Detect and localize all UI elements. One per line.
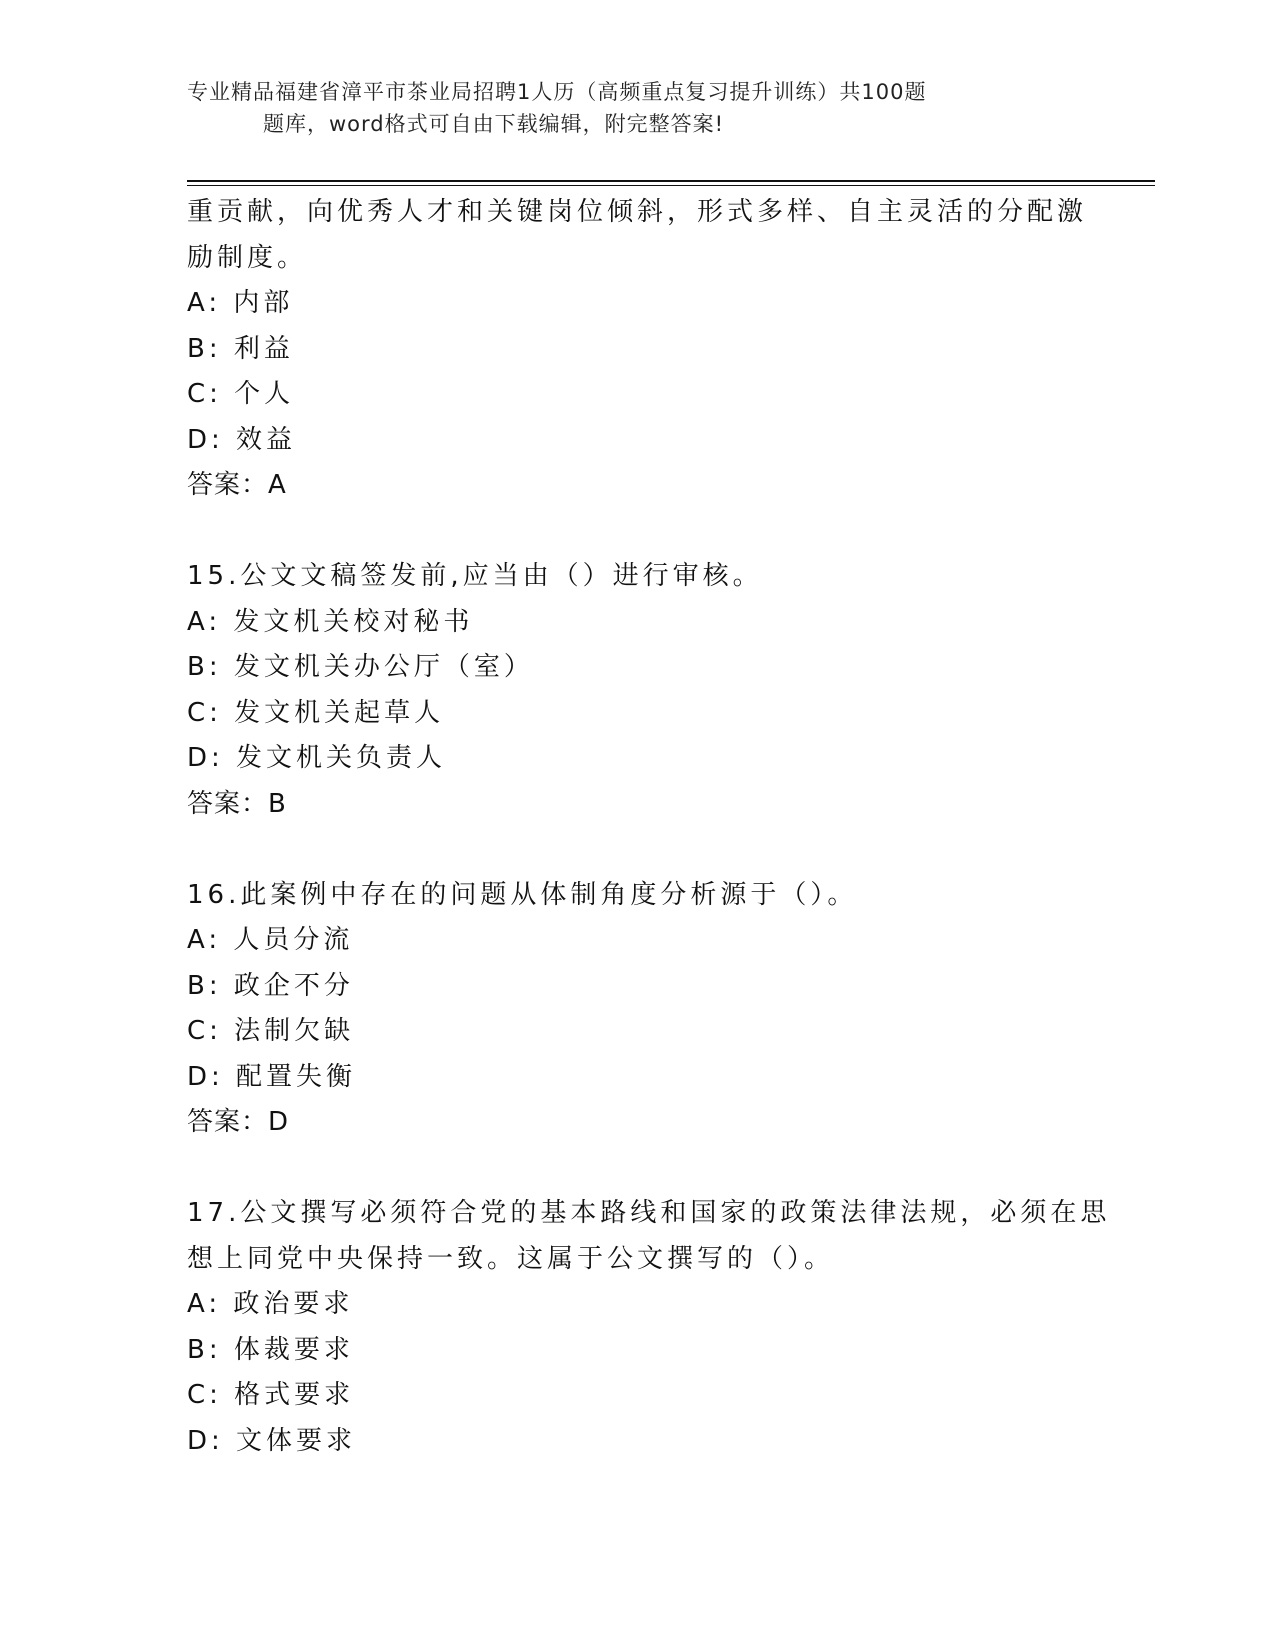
- document-header: [187, 76, 1087, 140]
- spacer: [187, 827, 1087, 873]
- option-c: C: 法制欠缺: [187, 1016, 355, 1046]
- option-b: B: 发文机关办公厅（室）: [187, 652, 534, 682]
- option-c: C: 个人: [187, 379, 295, 409]
- question-text-line: 16.此案例中存在的问题从体制角度分析源于（）。: [187, 879, 858, 910]
- option-c: C: 格式要求: [187, 1380, 355, 1410]
- option-d: D: 配置失衡: [187, 1061, 357, 1092]
- header-rule-thin: [187, 185, 1155, 186]
- question-block-15: [187, 554, 1087, 827]
- option-b: B: 体裁要求: [187, 1334, 354, 1365]
- spacer: [187, 509, 1087, 555]
- spacer: [187, 1146, 1087, 1192]
- question-text-line: 重贡献，向优秀人才和关键岗位倾斜，形式多样、自主灵活的分配激: [187, 197, 1088, 227]
- answer-line: 答案：D: [187, 1107, 290, 1137]
- question-list: [187, 190, 1111, 1464]
- question-text-line: 想上同党中央保持一致。这属于公文撰写的（）。: [187, 1243, 835, 1274]
- header-title-line-1: 专业精品福建省漳平市茶业局招聘1人历（高频重点复习提升训练）共100题: [187, 80, 927, 104]
- question-text-line: 17.公文撰写必须符合党的基本路线和国家的政策法律法规，必须在思: [187, 1198, 1111, 1228]
- option-d: D: 效益: [187, 424, 297, 455]
- header-title-line-2: 题库，word格式可自由下载编辑，附完整答案!: [263, 112, 725, 136]
- option-a: A: 政治要求: [187, 1289, 354, 1319]
- answer-line: 答案：A: [187, 470, 287, 500]
- question-text-line: 15.公文文稿签发前,应当由（）进行审核。: [187, 561, 763, 591]
- question-text-line: 励制度。: [187, 242, 308, 273]
- question-block-14-continued: [187, 190, 1087, 509]
- option-b: B: 利益: [187, 333, 294, 364]
- option-d: D: 文体要求: [187, 1425, 357, 1456]
- header-rule-thick: [187, 180, 1155, 182]
- option-c: C: 发文机关起草人: [187, 697, 445, 728]
- option-b: B: 政企不分: [187, 970, 354, 1001]
- option-d: D: 发文机关负责人: [187, 743, 447, 773]
- answer-line: 答案：B: [187, 788, 287, 819]
- question-block-17: [187, 1191, 1111, 1464]
- option-a: A: 内部: [187, 288, 294, 318]
- option-a: A: 人员分流: [187, 925, 354, 955]
- option-a: A: 发文机关校对秘书: [187, 606, 474, 637]
- question-block-16: [187, 873, 1087, 1146]
